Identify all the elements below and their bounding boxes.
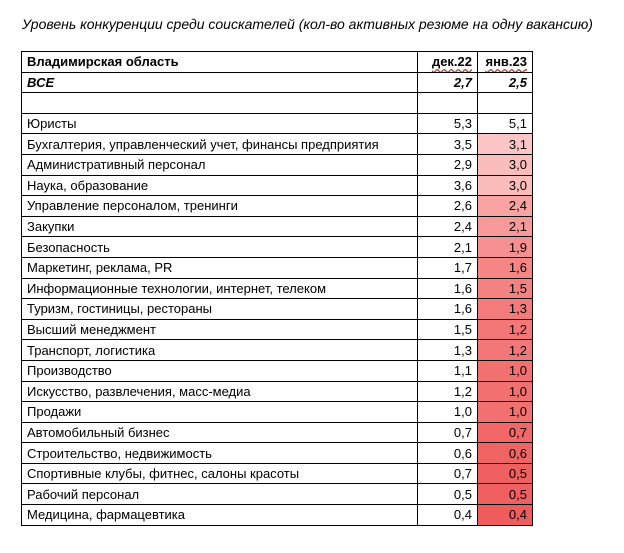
table-row: [22, 360, 533, 381]
row-label: Бухгалтерия, управленческий учет, финансы предприятия: [22, 134, 418, 155]
total-dec: 2,7: [418, 72, 478, 93]
row-jan-value: 1,2: [478, 340, 533, 361]
row-label: Строительство, недвижимость: [22, 443, 418, 464]
row-jan-value: 3,1: [478, 134, 533, 155]
row-dec-value: 0,6: [418, 443, 478, 464]
row-label: Автомобильный бизнес: [22, 422, 418, 443]
table-row: [22, 402, 533, 423]
row-label: Медицина, фармацевтика: [22, 505, 418, 526]
row-label: Высший менеджмент: [22, 319, 418, 340]
row-label: Наука, образование: [22, 175, 418, 196]
table-row: [22, 381, 533, 402]
table-row: [22, 278, 533, 299]
header-row: [22, 52, 533, 73]
row-jan-value: 1,0: [478, 381, 533, 402]
row-jan-value: 1,3: [478, 299, 533, 320]
table-body: [22, 52, 533, 526]
header-region: Владимирская область: [22, 52, 418, 73]
table-row: [22, 505, 533, 526]
table-row: [22, 154, 533, 175]
row-label: Туризм, гостиницы, рестораны: [22, 299, 418, 320]
row-dec-value: 1,7: [418, 257, 478, 278]
row-dec-value: 2,1: [418, 237, 478, 258]
row-label: Информационные технологии, интернет, телеком: [22, 278, 418, 299]
row-jan-value: 1,2: [478, 319, 533, 340]
blank-cell: [22, 93, 418, 114]
table-row: [22, 340, 533, 361]
row-jan-value: 0,7: [478, 422, 533, 443]
row-jan-value: 3,0: [478, 154, 533, 175]
table-row: [22, 443, 533, 464]
row-dec-value: 5,3: [418, 113, 478, 134]
row-label: Транспорт, логистика: [22, 340, 418, 361]
row-label: Закупки: [22, 216, 418, 237]
row-label: Безопасность: [22, 237, 418, 258]
table-row: [22, 463, 533, 484]
table-row: [22, 134, 533, 155]
row-jan-value: 0,5: [478, 463, 533, 484]
row-jan-value: 2,4: [478, 196, 533, 217]
row-dec-value: 3,5: [418, 134, 478, 155]
table-row: [22, 175, 533, 196]
row-label: Рабочий персонал: [22, 484, 418, 505]
row-jan-value: 1,0: [478, 402, 533, 423]
table-row: [22, 484, 533, 505]
row-label: Производство: [22, 360, 418, 381]
table-row: [22, 257, 533, 278]
row-label: Спортивные клубы, фитнес, салоны красоты: [22, 463, 418, 484]
row-jan-value: 0,5: [478, 484, 533, 505]
row-dec-value: 1,3: [418, 340, 478, 361]
row-jan-value: 0,4: [478, 505, 533, 526]
row-dec-value: 2,9: [418, 154, 478, 175]
table-row: [22, 113, 533, 134]
row-jan-value: 1,9: [478, 237, 533, 258]
table-row: [22, 422, 533, 443]
table-row: [22, 319, 533, 340]
table-row: [22, 299, 533, 320]
row-dec-value: 0,7: [418, 422, 478, 443]
row-dec-value: 1,6: [418, 278, 478, 299]
table-row: [22, 196, 533, 217]
row-label: Административный персонал: [22, 154, 418, 175]
total-row: [22, 72, 533, 93]
total-label: ВСЕ: [22, 72, 418, 93]
row-dec-value: 0,5: [418, 484, 478, 505]
total-jan: 2,5: [478, 72, 533, 93]
row-dec-value: 1,0: [418, 402, 478, 423]
header-jan: янв.23: [478, 52, 533, 73]
row-dec-value: 2,6: [418, 196, 478, 217]
table-caption: Уровень конкуренции среди соискателей (кол-во активных резюме на одну вакансию): [22, 16, 593, 32]
row-dec-value: 1,2: [418, 381, 478, 402]
row-jan-value: 1,6: [478, 257, 533, 278]
row-jan-value: 0,6: [478, 443, 533, 464]
header-dec: дек.22: [418, 52, 478, 73]
row-dec-value: 0,4: [418, 505, 478, 526]
row-label: Продажи: [22, 402, 418, 423]
blank-cell: [418, 93, 478, 114]
row-label: Управление персоналом, тренинги: [22, 196, 418, 217]
row-jan-value: 3,0: [478, 175, 533, 196]
row-jan-value: 1,0: [478, 360, 533, 381]
row-jan-value: 1,5: [478, 278, 533, 299]
blank-cell: [478, 93, 533, 114]
row-jan-value: 2,1: [478, 216, 533, 237]
row-dec-value: 2,4: [418, 216, 478, 237]
row-label: Маркетинг, реклама, PR: [22, 257, 418, 278]
competition-table: [21, 51, 533, 526]
row-dec-value: 3,6: [418, 175, 478, 196]
table-row: [22, 216, 533, 237]
blank-row: [22, 93, 533, 114]
row-dec-value: 1,6: [418, 299, 478, 320]
table-row: [22, 237, 533, 258]
row-dec-value: 1,5: [418, 319, 478, 340]
row-dec-value: 0,7: [418, 463, 478, 484]
row-jan-value: 5,1: [478, 113, 533, 134]
row-label: Юристы: [22, 113, 418, 134]
row-dec-value: 1,1: [418, 360, 478, 381]
row-label: Искусство, развлечения, масс-медиа: [22, 381, 418, 402]
